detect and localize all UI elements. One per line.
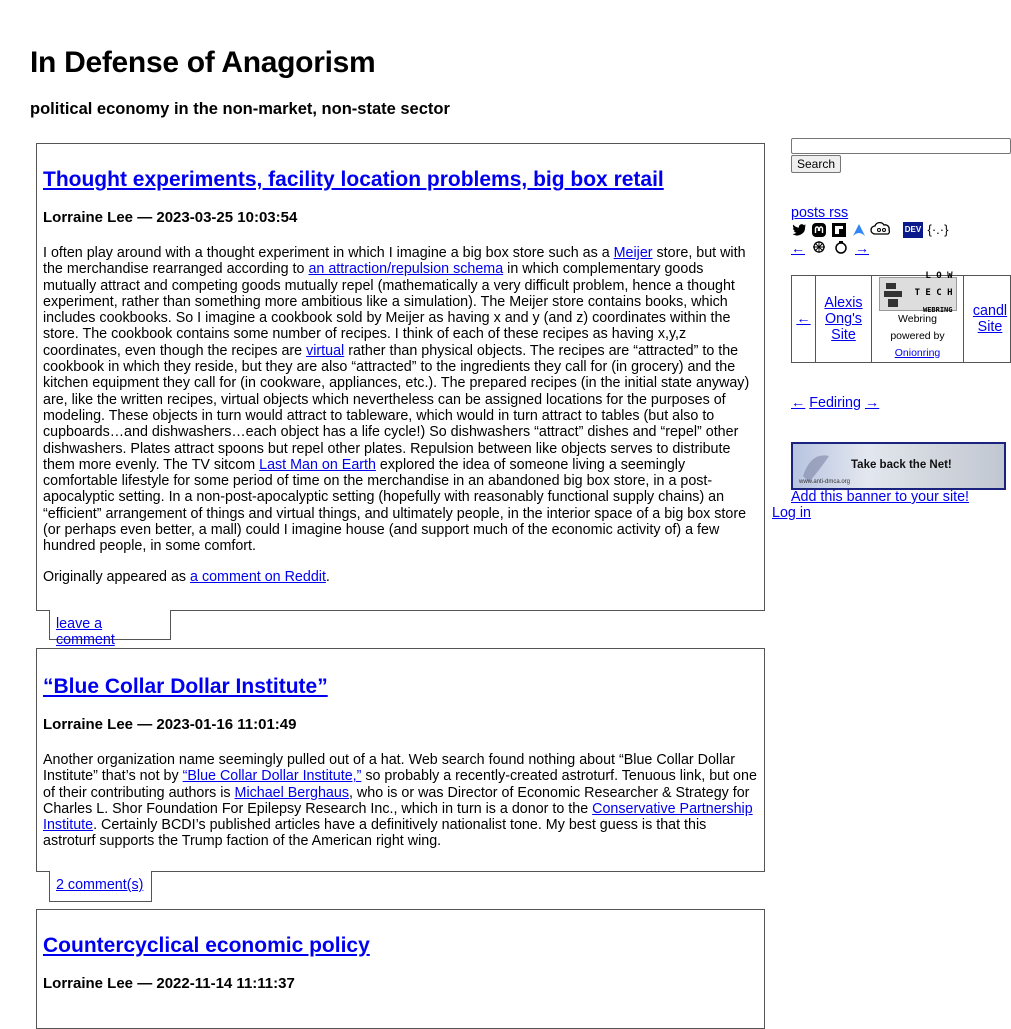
berghaus-link[interactable]: Michael Berghaus xyxy=(234,784,349,801)
comments-link[interactable]: 2 comment(s) xyxy=(56,877,144,893)
fediring-link[interactable]: Fediring xyxy=(809,395,861,411)
text-span: in which complementary goods mutually attract and competing goods mutually repel (mathematically a very difficult problem, hence a thought experiment, rather than something more ambitious like a simulation). The Meijer store contains books, which includes cookbooks. So I imagine a cookbook sold by Meijer as having x and y (and z) coordinates within the store. The cookbook contains some number of recipes. I think of each of these recipes as having x,y,z coordinates, even though the recipes are xyxy=(43,261,735,359)
lowtech-line1: L O W xyxy=(925,271,953,281)
post-byline: Lorraine Lee — 2023-03-25 10:03:54 xyxy=(43,209,298,226)
json-icon[interactable]: {·.·} xyxy=(927,222,949,237)
last-man-link[interactable]: Last Man on Earth xyxy=(259,456,376,473)
search-input[interactable] xyxy=(791,138,1011,154)
post-paragraph xyxy=(43,569,758,585)
login-link[interactable]: Log in xyxy=(772,505,811,521)
text-span: I often play around with a thought experiment in which I imagine a big box store such as a xyxy=(43,245,614,261)
leave-comment-link[interactable]: leave a comment xyxy=(56,616,115,648)
text-span: explored the idea of someone living a seemingly comfortable lifestyle for some period of time on the merchandise in an abandoned big box store, in a post-apocalyptic setting. In a non-post-apocalyptic setting (hopefully with reasonably functional supply chains) an “efficient” arrangement of things and virtual things, and ultimately people, in the interior space of a big box store (or perhaps even better, a mall) could I imagine house (and support much of the economic activity of) a few hundred people, in some comfort. xyxy=(43,456,747,555)
fediring-next[interactable]: → xyxy=(864,395,880,411)
webring-prev-arrow[interactable]: ← xyxy=(796,311,811,327)
fediring-prev[interactable]: ← xyxy=(791,395,806,411)
post-body xyxy=(43,752,758,850)
ring-next-arrow[interactable]: → xyxy=(855,240,869,256)
comment-tab xyxy=(49,610,171,648)
meijer-link[interactable]: Meijer xyxy=(613,245,653,261)
text-span: store, but with the merchandise rearranged according to xyxy=(43,245,746,278)
text-span: Another organization name seemingly pulled out of a hat. Web search found nothing about “Blue Collar Dollar Institute” that’s not by xyxy=(43,752,735,785)
post-byline: Lorraine Lee — 2022-11-14 11:11:37 xyxy=(43,975,295,992)
flipboard-icon[interactable] xyxy=(831,222,847,238)
webring-center-cell xyxy=(872,271,964,362)
post-2 xyxy=(36,648,765,872)
post-title xyxy=(43,675,758,699)
reddit-link[interactable]: a comment on Reddit xyxy=(190,568,326,585)
text-span: rather than physical objects. The recipes are “attracted” to the cookbook in which they reside, but they are also “attracted” to the ingredients they call for (in grocery) and the kitchen equipment they call for (in cookware, appliances, etc.). The prepared recipes (in the initial state anyway) are, like the written recipes, virtual objects which nevertheless can be assigned locations for the purposes of modeling. These objects in turn would attract to tableware, which would in turn attract to tables (but also to cupboards…and dishwashers…each object has a life cycle!) So dishwashers “attract” dishes and “repel” other dishwashers. Plates attract spoons but repel other plates. Repulsion between like objects serves to distribute them more evenly. The TV sitcom xyxy=(43,342,750,473)
ring-nav xyxy=(791,240,869,256)
post-paragraph xyxy=(43,245,758,555)
post-byline: Lorraine Lee — 2023-01-16 11:01:49 xyxy=(43,716,297,733)
banner-url: www.anti-dmca.org xyxy=(799,479,851,485)
cohost-icon[interactable] xyxy=(871,222,893,238)
virtual-link[interactable]: virtual xyxy=(306,342,345,359)
powered-by-label: powered by xyxy=(890,329,945,342)
lowtech-line3: WEBRING xyxy=(922,306,953,314)
twitter-icon[interactable] xyxy=(791,222,807,238)
add-banner-link[interactable]: Add this banner to your site! xyxy=(791,489,970,505)
webring-label: Webring xyxy=(898,312,937,325)
lowtech-webring xyxy=(791,271,1011,363)
post-title xyxy=(43,934,758,958)
search-button[interactable]: Search xyxy=(791,155,841,173)
comment-tab xyxy=(49,871,152,902)
site-tagline: political economy in the non-market, non-state sector xyxy=(30,100,450,118)
post-paragraph xyxy=(43,752,758,850)
anti-dmca-banner[interactable] xyxy=(791,442,1006,490)
webring-prev-cell xyxy=(792,276,816,362)
posts-rss-link[interactable]: posts rss xyxy=(791,205,849,221)
mastodon-icon[interactable] xyxy=(811,222,827,238)
post-3 xyxy=(36,909,765,1029)
webring-next-site-link[interactable]: candl Site xyxy=(972,303,1008,335)
text-span: . Certainly BCDI’s published articles have a definitively nationalist tone. My best guess is that this astroturf supports the Trump faction of the American right wing. xyxy=(43,817,707,850)
site-title: In Defense of Anagorism xyxy=(30,46,376,79)
post-title-link[interactable]: Countercyclical economic policy xyxy=(43,934,370,957)
webring-next-site-cell xyxy=(964,276,1010,362)
text-span: Originally appeared as xyxy=(43,568,191,585)
post-body xyxy=(43,245,758,585)
onionring-link[interactable]: Onionring xyxy=(894,346,941,359)
social-icons xyxy=(791,221,949,239)
text-span: , who is or was Director of Economic Researcher & Strategy for Charles L. Shor Foundation For Epilepsy Research Inc., which in turn is a donor to the xyxy=(43,784,750,817)
lowtech-webring-logo[interactable] xyxy=(879,271,957,314)
post-title-link[interactable]: “Blue Collar Dollar Institute” xyxy=(43,675,328,698)
webring-prev-site-cell xyxy=(816,276,872,362)
post-title-link[interactable]: Thought experiments, facility location problems, big box retail xyxy=(43,168,664,191)
post-1 xyxy=(36,143,765,611)
post-title xyxy=(43,168,758,192)
fediring-nav xyxy=(791,395,879,411)
text-span: . xyxy=(325,568,330,585)
dev-icon[interactable]: DEV xyxy=(903,222,923,238)
ring-circle-icon[interactable] xyxy=(833,240,849,256)
bcdi-link[interactable]: “Blue Collar Dollar Institute,” xyxy=(182,768,362,785)
ring-prev-arrow[interactable]: ← xyxy=(791,240,805,256)
text-span: so probably a recently-created astroturf. Tenuous link, but one of their contributing authors is xyxy=(43,768,757,801)
lowtech-line2: T E C H xyxy=(914,288,953,298)
bluesky-icon[interactable] xyxy=(851,222,867,238)
banner-text: Take back the Net! xyxy=(851,459,952,471)
webring-prev-site-link[interactable]: Alexis Ong's Site xyxy=(824,295,863,343)
schema-link[interactable]: an attraction/repulsion schema xyxy=(308,261,504,278)
cpi-link[interactable]: Conservative Partnership Institute xyxy=(43,800,753,834)
ring-badge-icon[interactable] xyxy=(811,240,827,256)
